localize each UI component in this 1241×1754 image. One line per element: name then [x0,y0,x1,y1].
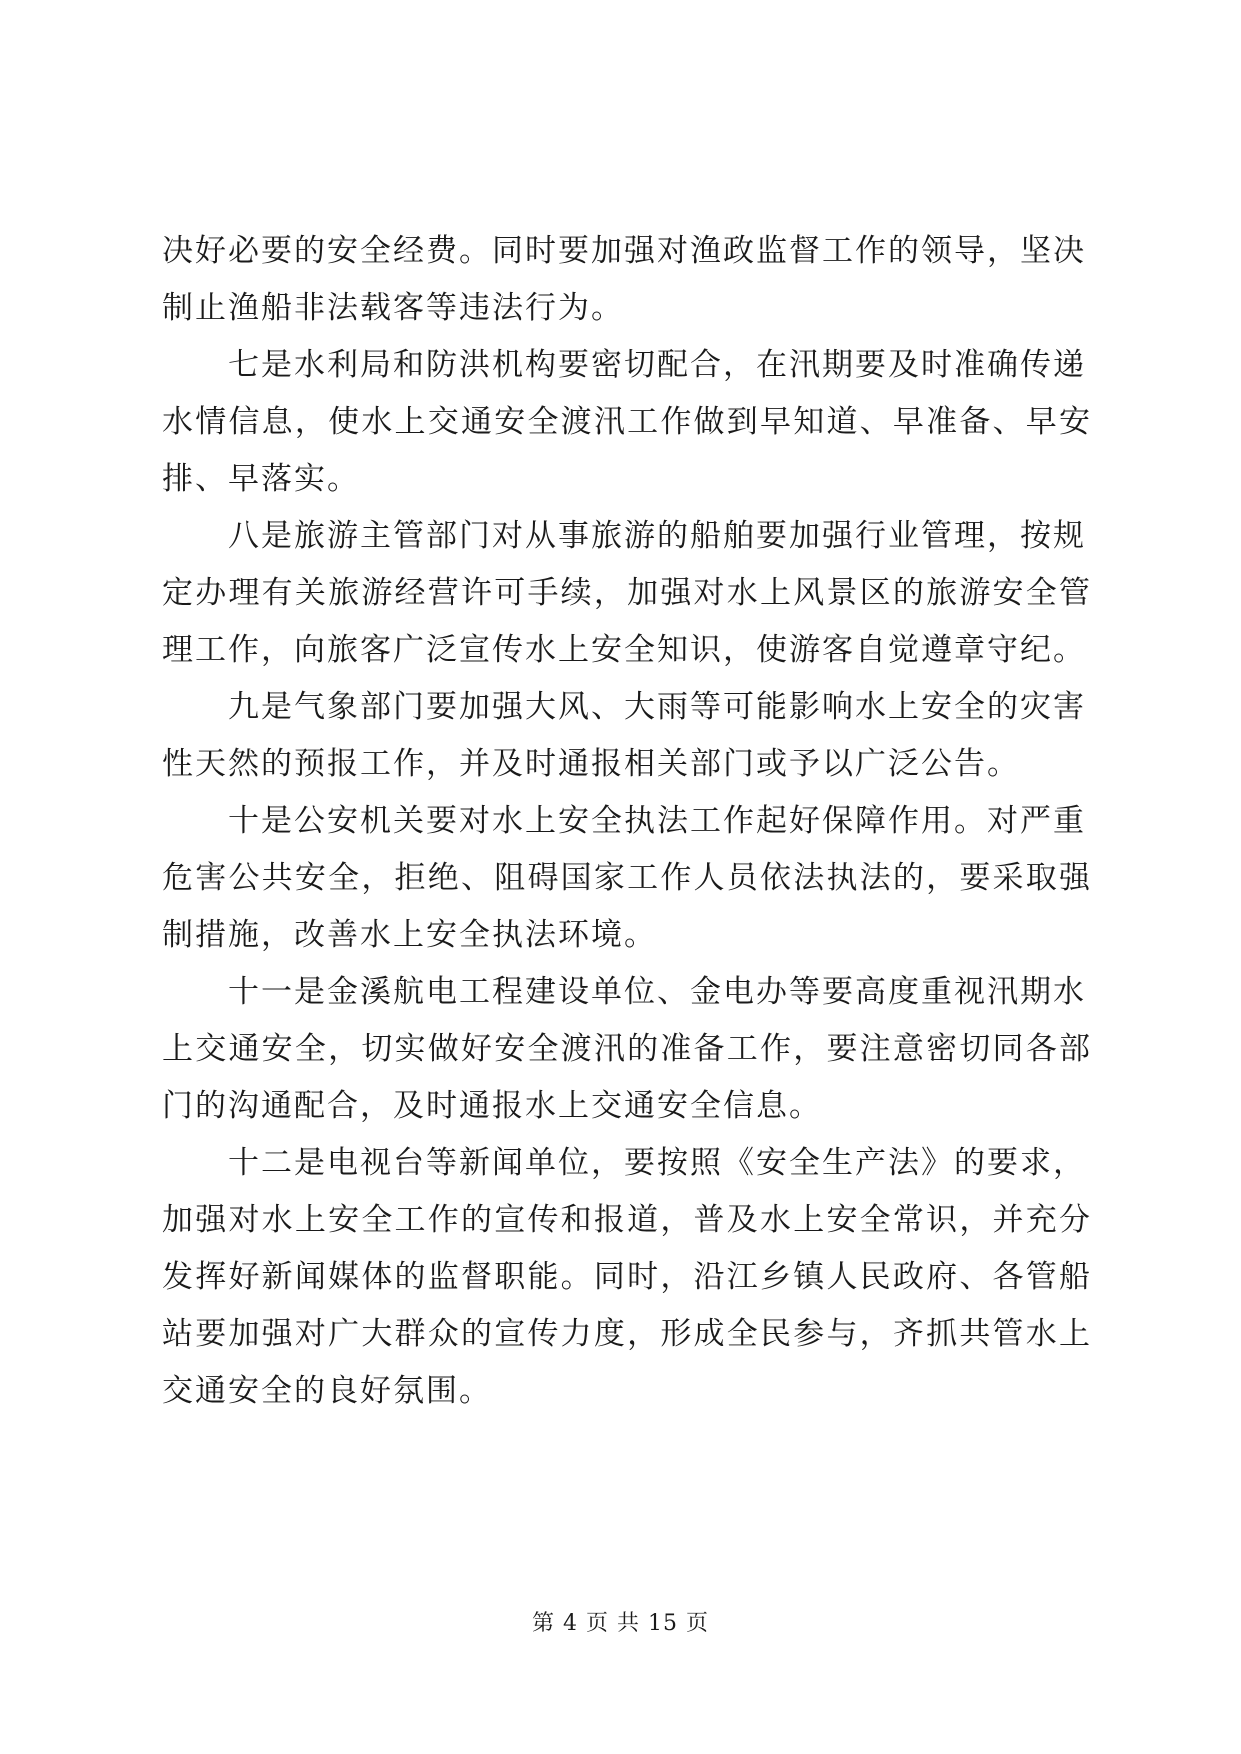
paragraph-3 [162,508,1092,679]
document-body [162,223,1092,1420]
paragraph-text: 上交通安全，切实做好安全渡汛的准备工作，要注意密切同各部门的沟通配合，及时通报水上交通安全信息。 [162,1031,1092,1124]
paragraph-text: 水情信息，使水上交通安全渡汛工作做到早知道、早准备、早安排、早落实。 [162,404,1092,497]
paragraph-line: 十二是电视台等新闻单位，要按照《安全生产法》的要求， [162,1145,1086,1181]
paragraph-text: 制止渔船非法载客等违法行为。 [162,290,624,326]
paragraph-line: 八是旅游主管部门对从事旅游的船舶要加强行业管理，按规 [162,518,1086,554]
paragraph-text: 定办理有关旅游经营许可手续，加强对水上风景区的旅游安全管理工作，向旅客广泛宣传水上安全知识，使游客自觉遵章守纪。 [162,575,1092,668]
page-number-label: 第 4 页 共 15 页 [532,1611,709,1636]
page-footer [0,1606,1241,1637]
paragraph-line: 决好必要的安全经费。同时要加强对渔政监督工作的领导，坚决 [162,233,1086,269]
paragraph-text: 加强对水上安全工作的宣传和报道，普及水上安全常识，并充分发挥好新闻媒体的监督职能。同时，沿江乡镇人民政府、各管船站要加强对广大群众的宣传力度，形成全民参与，齐抓共管水上交通安全的良好氛围。 [162,1202,1092,1409]
paragraph-line: 十是公安机关要对水上安全执法工作起好保障作用。对严重 [162,803,1086,839]
paragraph-line: 七是水利局和防洪机构要密切配合，在汛期要及时准确传递 [162,347,1086,383]
paragraph-line: 九是气象部门要加强大风、大雨等可能影响水上安全的灾害 [162,689,1086,725]
paragraph-7 [162,1135,1092,1420]
paragraph-line: 十一是金溪航电工程建设单位、金电办等要高度重视汛期水 [162,974,1086,1010]
paragraph-4 [162,679,1092,793]
paragraph-text: 性天然的预报工作，并及时通报相关部门或予以广泛公告。 [162,746,1020,782]
paragraph-1 [162,223,1092,337]
paragraph-text: 危害公共安全，拒绝、阻碍国家工作人员依法执法的，要采取强制措施，改善水上安全执法环境。 [162,860,1092,953]
paragraph-6 [162,964,1092,1135]
paragraph-5 [162,793,1092,964]
paragraph-2 [162,337,1092,508]
